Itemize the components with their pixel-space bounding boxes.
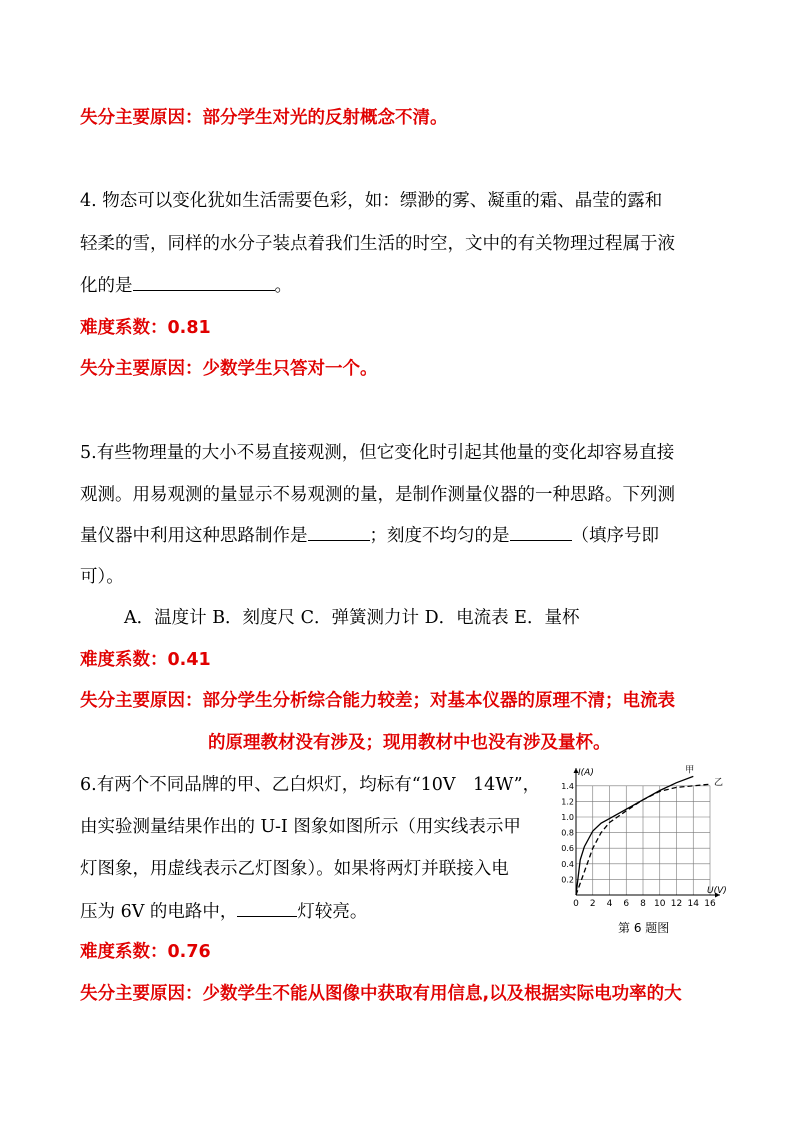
x-tick-label: 8 [640,899,646,909]
ui-graph-figure [560,762,736,940]
x-tick-label: 14 [687,899,699,909]
chart-curves [576,764,723,895]
q4-line-3-end: 。 [274,276,292,296]
q6-answer-blank[interactable] [237,899,297,917]
q5-line-2: 观测。用易观测的量显示不易观测的量，是制作测量仪器的一种思路。下列测 [80,485,675,505]
x-tick-label: 4 [606,899,613,909]
q4-line-3 [80,273,292,298]
q6-line-1: 6.有两个不同品牌的甲、乙白炽灯，均标有“10V 14W”， [80,775,541,795]
chart-y-axis-label: I(A) [578,768,594,778]
q6-line-4-start: 压为 6V 的电路中， [80,902,238,922]
y-tick-label: 1.0 [561,813,574,822]
q6-line-3: 灯图象，用虚线表示乙灯图象）。如果将两灯并联接入电 [80,859,509,879]
y-tick-label: 0.8 [561,828,574,838]
q4-answer-blank[interactable] [133,273,275,291]
q4-reason: 失分主要原因：少数学生只答对一个。 [80,359,378,379]
q6-line-2: 由实验测量结果作出的 U-I 图象如图所示（用实线表示甲 [80,817,521,837]
q5-line-1: 5.有些物理量的大小不易直接观测，但它变化时引起其他量的变化却容易直接 [80,443,675,463]
x-tick-label: 12 [670,899,683,909]
q6-reason: 失分主要原因：少数学生不能从图像中获取有用信息,以及根据实际电功率的大 [80,984,682,1004]
y-tick-label: 1.4 [561,781,574,791]
q4-line-3-start: 化的是 [80,276,133,296]
q6-difficulty: 难度系数：0.76 [80,942,211,962]
top-reason: 失分主要原因：部分学生对光的反射概念不清。 [80,108,448,128]
q6-line-4-end: 灯较亮。 [297,902,368,922]
q5-reason-line-1: 失分主要原因：部分学生分析综合能力较差；对基本仪器的原理不清；电流表 [80,691,675,711]
x-tick-label: 6 [623,899,630,909]
q6-line-4 [80,899,367,924]
y-tick-label: 0.6 [561,844,574,854]
x-tick-label: 16 [704,899,716,909]
chart-x-axis-label: U(V) [707,886,727,896]
x-tick-label: 0 [573,899,579,909]
q4-line-2: 轻柔的雪，同样的水分子装点着我们生活的时空，文中的有关物理过程属于液 [80,234,675,254]
chart-caption: 第 6 题图 [618,921,670,935]
x-tick-label: 10 [654,899,666,909]
q5-difficulty: 难度系数：0.41 [80,650,211,670]
series-label: 乙 [714,778,724,789]
y-tick-label: 1.2 [561,797,574,807]
series-label: 甲 [685,765,695,776]
series-line-jia [576,776,693,895]
q4-difficulty: 难度系数：0.81 [80,318,211,338]
q5-line-3 [80,523,659,548]
q5-line-3-b: ；刻度不均匀的是 [369,526,510,546]
q5-line-3-a: 量仪器中利用这种思路制作是 [80,526,308,546]
q5-reason-line-2: 的原理教材没有涉及；现用教材中也没有涉及量杯。 [208,733,611,753]
q5-answer-blank-1[interactable] [308,523,370,541]
q5-line-3-c: （填序号即 [571,526,659,546]
q5-line-4: 可）。 [80,567,124,587]
x-tick-label: 2 [589,899,596,909]
q4-line-1: 4. 物态可以变化犹如生活需要色彩，如：缥渺的雾、凝重的霜、晶莹的露和 [80,191,663,211]
q5-answer-blank-2[interactable] [510,523,572,541]
chart-grid [576,786,710,895]
y-tick-label: 0.2 [561,875,574,885]
q5-options: A．温度计 B．刻度尺 C．弹簧测力计 D．电流表 E．量杯 [124,608,580,628]
y-tick-label: 0.4 [561,859,574,869]
